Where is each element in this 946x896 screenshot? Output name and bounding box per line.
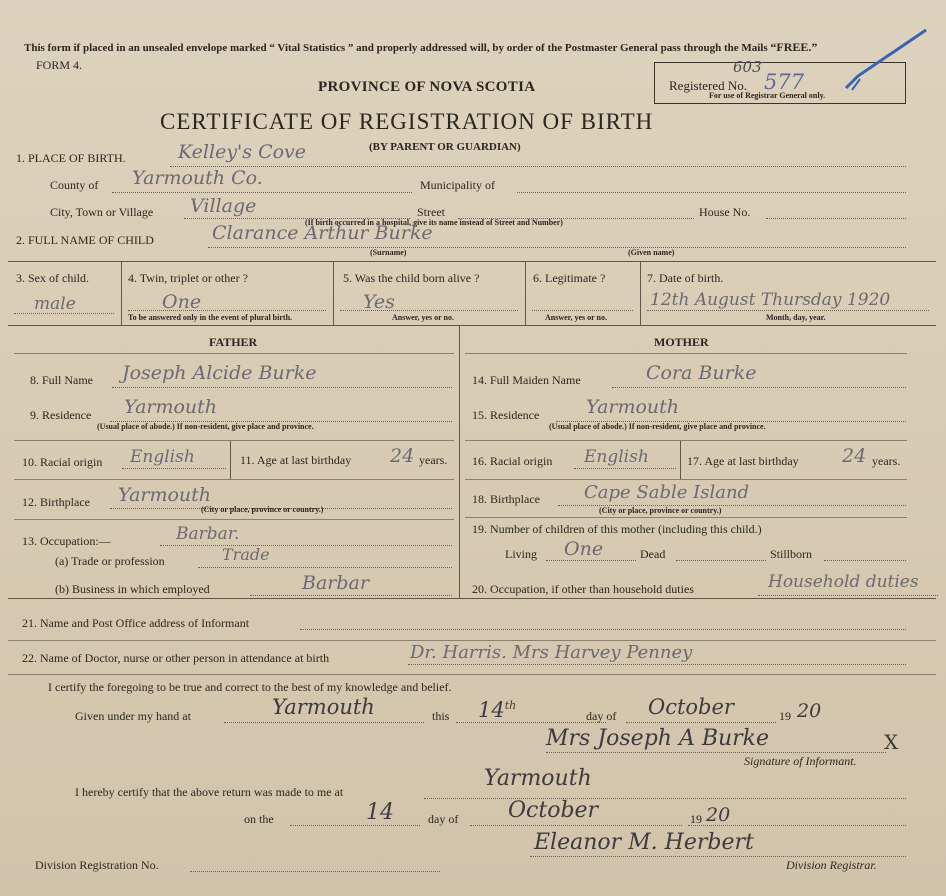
free-label: “FREE.” xyxy=(770,40,818,54)
doctor-line xyxy=(408,664,906,665)
twin-label: 4. Twin, triplet or other ? xyxy=(128,271,248,285)
division-registration-no-line xyxy=(190,871,440,872)
house-no-label: House No. xyxy=(699,205,751,219)
certificate-title: CERTIFICATE OF REGISTRATION OF BIRTH xyxy=(160,109,654,134)
mother-birthplace-label: 18. Birthplace xyxy=(472,492,540,506)
mother-birthplace-value: Cape Sable Island xyxy=(584,482,750,503)
father-occupation-label: 13. Occupation:— xyxy=(22,534,111,548)
county-label: County of xyxy=(50,178,99,192)
mother-heading: MOTHER xyxy=(654,335,709,349)
registered-no-label: Registered No. xyxy=(669,78,747,93)
father-trade-line xyxy=(198,567,452,568)
mother-residence-label: 15. Residence xyxy=(472,408,540,422)
mother-rule-3 xyxy=(465,517,907,518)
mother-heading-rule xyxy=(465,353,907,354)
child-name-label: 2. FULL NAME OF CHILD xyxy=(16,233,154,247)
surname-note: (Surname) xyxy=(370,248,407,257)
mother-name-line xyxy=(612,387,906,388)
this-label: this xyxy=(432,709,450,723)
division-registrar-label: Division Registrar. xyxy=(786,858,877,872)
given-month-line xyxy=(626,722,776,723)
sex-line xyxy=(14,313,114,314)
divider-5-6 xyxy=(525,262,526,325)
house-line xyxy=(766,218,906,219)
father-trade-label: (a) Trade or profession xyxy=(55,554,165,568)
given-day-number: 14 xyxy=(478,698,505,722)
given-year-prefix: 19 xyxy=(779,709,791,723)
born-alive-line xyxy=(340,310,518,311)
father-occupation-line xyxy=(160,545,452,546)
rule-top-row xyxy=(8,261,936,262)
mother-rule-1 xyxy=(465,440,907,441)
twin-note: To be answered only in the event of plural birth. xyxy=(128,313,293,322)
mother-age-label: 17. Age at last birthday xyxy=(687,454,799,468)
given-place-value: Yarmouth xyxy=(272,695,375,719)
legitimate-label: 6. Legitimate ? xyxy=(533,271,606,285)
signature-line xyxy=(546,752,886,753)
father-name-value: Joseph Alcide Burke xyxy=(122,362,317,384)
dob-value: 12th August Thursday 1920 xyxy=(650,290,891,310)
dob-line xyxy=(647,310,929,311)
born-alive-value: Yes xyxy=(363,291,395,313)
mailing-notice-text: This form if placed in an unsealed envelope marked “ Vital Statistics ” and properly addressed will, by order of the Postmaster General pass through the Mails xyxy=(24,42,768,54)
sex-value: male xyxy=(34,294,76,314)
dead-line xyxy=(676,560,766,561)
given-day-suffix: th xyxy=(504,699,517,712)
mother-residence-note: (Usual place of abode.) If non-resident, give place and province. xyxy=(549,422,766,431)
registrar-year-line xyxy=(688,825,906,826)
registrar-day-value: 14 xyxy=(366,800,394,825)
born-alive-note: Answer, yes or no. xyxy=(392,313,455,322)
given-month-value: October xyxy=(648,695,734,719)
given-label: Given under my hand at xyxy=(75,709,191,723)
registrar-statement: I hereby certify that the above return was made to me at xyxy=(75,785,344,799)
rule-parents-top xyxy=(8,325,936,326)
father-race-line xyxy=(122,468,226,469)
father-occupation-value: Barbar. xyxy=(176,524,240,544)
mother-occupation-value: Household duties xyxy=(768,572,919,592)
born-alive-label: 5. Was the child born alive ? xyxy=(343,271,480,285)
twin-value: One xyxy=(162,291,202,313)
rule-after-22 xyxy=(8,674,936,675)
stillborn-line xyxy=(824,560,906,561)
mother-race-line xyxy=(574,468,676,469)
father-age-value: 24 xyxy=(390,445,415,467)
divider-6-7 xyxy=(640,262,641,325)
living-label: Living xyxy=(505,547,537,561)
form-number: FORM 4. xyxy=(36,58,83,72)
given-day-of-label: day of xyxy=(586,709,617,723)
informant-label: 21. Name and Post Office address of Informant xyxy=(22,616,250,630)
dead-label: Dead xyxy=(640,547,666,561)
stillborn-label: Stillborn xyxy=(770,547,813,561)
father-heading-rule xyxy=(14,353,454,354)
province-heading: PROVINCE OF NOVA SCOTIA xyxy=(318,79,536,95)
dob-note: Month, day, year. xyxy=(766,313,826,322)
registrar-place-line xyxy=(424,798,906,799)
registrar-year-prefix: 19 xyxy=(690,812,702,826)
county-line xyxy=(112,192,412,193)
doctor-label: 22. Name of Doctor, nurse or other person in attendance at birth xyxy=(22,651,330,665)
certificate-subtitle: (BY PARENT OR GUARDIAN) xyxy=(369,141,521,153)
given-name-note: (Given name) xyxy=(628,248,675,257)
father-residence-value: Yarmouth xyxy=(124,396,218,418)
informant-signature: Mrs Joseph A Burke xyxy=(546,726,770,751)
mother-rule-2 xyxy=(465,479,907,480)
mother-birthplace-note: (City or place, province or country.) xyxy=(599,506,722,515)
living-value: One xyxy=(564,538,604,560)
registrar-place-value: Yarmouth xyxy=(484,766,592,791)
county-value: Yarmouth Co. xyxy=(132,167,263,189)
divider-father-mother xyxy=(459,326,460,598)
child-name-value: Clarance Arthur Burke xyxy=(212,222,433,244)
father-trade-value: Trade xyxy=(222,545,270,564)
father-birthplace-note: (City or place, province or country.) xyxy=(201,505,324,514)
given-day-line xyxy=(456,722,606,723)
place-of-birth-value: Kelley's Cove xyxy=(178,141,307,163)
sex-label: 3. Sex of child. xyxy=(16,271,89,285)
mother-name-label: 14. Full Maiden Name xyxy=(472,373,581,387)
certify-statement: I certify the foregoing to be true and correct to the best of my knowledge and belief. xyxy=(48,680,452,694)
father-business-label: (b) Business in which employed xyxy=(55,582,210,596)
mother-age-unit: years. xyxy=(872,454,901,468)
father-age-label: 11. Age at last birthday xyxy=(240,453,352,467)
registrar-month-value: October xyxy=(508,798,599,823)
place-line xyxy=(170,166,906,167)
rule-parents-bottom xyxy=(8,598,936,599)
registrar-month-line xyxy=(470,825,682,826)
father-heading: FATHER xyxy=(209,335,258,349)
informant-mark: X xyxy=(884,730,899,754)
hospital-note: (If birth occurred in a hospital, give its name instead of Street and Number) xyxy=(305,218,563,227)
mother-name-value: Cora Burke xyxy=(646,362,757,384)
municipality-line xyxy=(517,192,906,193)
mailing-notice xyxy=(24,41,817,54)
dob-label: 7. Date of birth. xyxy=(647,271,724,285)
mother-race-label: 16. Racial origin xyxy=(472,454,553,468)
legitimate-line xyxy=(532,310,633,311)
given-day-value xyxy=(478,700,516,721)
given-year-suffix: 20 xyxy=(797,700,822,722)
father-name-label: 8. Full Name xyxy=(30,373,93,387)
living-line xyxy=(546,560,636,561)
informant-signature-label: Signature of Informant. xyxy=(744,754,857,768)
father-birthplace-label: 12. Birthplace xyxy=(22,495,90,509)
father-rule-2 xyxy=(14,479,454,480)
father-name-line xyxy=(112,387,452,388)
divider-4-5 xyxy=(333,262,334,325)
division-registration-no-label: Division Registration No. xyxy=(35,858,159,872)
registrar-only-note: For use of Registrar General only. xyxy=(709,91,826,100)
father-rule-3 xyxy=(14,519,454,520)
registrar-year-suffix: 20 xyxy=(706,804,731,826)
given-place-line xyxy=(224,722,424,723)
twin-line xyxy=(128,310,326,311)
father-birthplace-value: Yarmouth xyxy=(118,484,212,506)
registrar-day-line xyxy=(290,825,420,826)
mother-children-label: 19. Number of children of this mother (including this child.) xyxy=(472,522,762,536)
rule-21-22 xyxy=(8,640,936,641)
registered-number-correction: 603 xyxy=(733,58,762,76)
father-race-age-divider xyxy=(230,441,231,479)
father-race-label: 10. Racial origin xyxy=(22,455,103,469)
mother-race-age-divider xyxy=(680,441,681,479)
on-the-label: on the xyxy=(244,812,274,826)
mother-age-value: 24 xyxy=(842,445,867,467)
father-rule-1 xyxy=(14,440,454,441)
registrar-day-of-label: day of xyxy=(428,812,459,826)
street-label: Street xyxy=(417,205,445,219)
informant-line xyxy=(300,629,906,630)
city-label: City, Town or Village xyxy=(50,205,154,219)
divider-3-4 xyxy=(121,262,122,325)
father-business-line xyxy=(250,595,452,596)
father-age-unit: years. xyxy=(419,453,448,467)
legitimate-note: Answer, yes or no. xyxy=(545,313,608,322)
mother-race-value: English xyxy=(584,447,649,467)
father-residence-note: (Usual place of abode.) If non-resident, give place and province. xyxy=(97,422,314,431)
father-business-value: Barbar xyxy=(302,572,369,594)
mother-occupation-label: 20. Occupation, if other than household duties xyxy=(472,582,694,596)
blue-check-mark xyxy=(840,24,930,94)
place-of-birth-label: 1. PLACE OF BIRTH. xyxy=(16,151,126,165)
city-value: Village xyxy=(190,195,257,217)
registrar-signature: Eleanor M. Herbert xyxy=(534,830,754,855)
doctor-value: Dr. Harris. Mrs Harvey Penney xyxy=(410,642,693,663)
father-race-value: English xyxy=(130,447,195,467)
mother-occupation-line xyxy=(758,595,938,596)
child-name-line xyxy=(208,247,906,248)
registrar-signature-line xyxy=(530,856,906,857)
mother-residence-value: Yarmouth xyxy=(586,396,680,418)
municipality-label: Municipality of xyxy=(420,178,495,192)
registered-number: 577 xyxy=(764,70,805,94)
father-residence-label: 9. Residence xyxy=(30,408,92,422)
